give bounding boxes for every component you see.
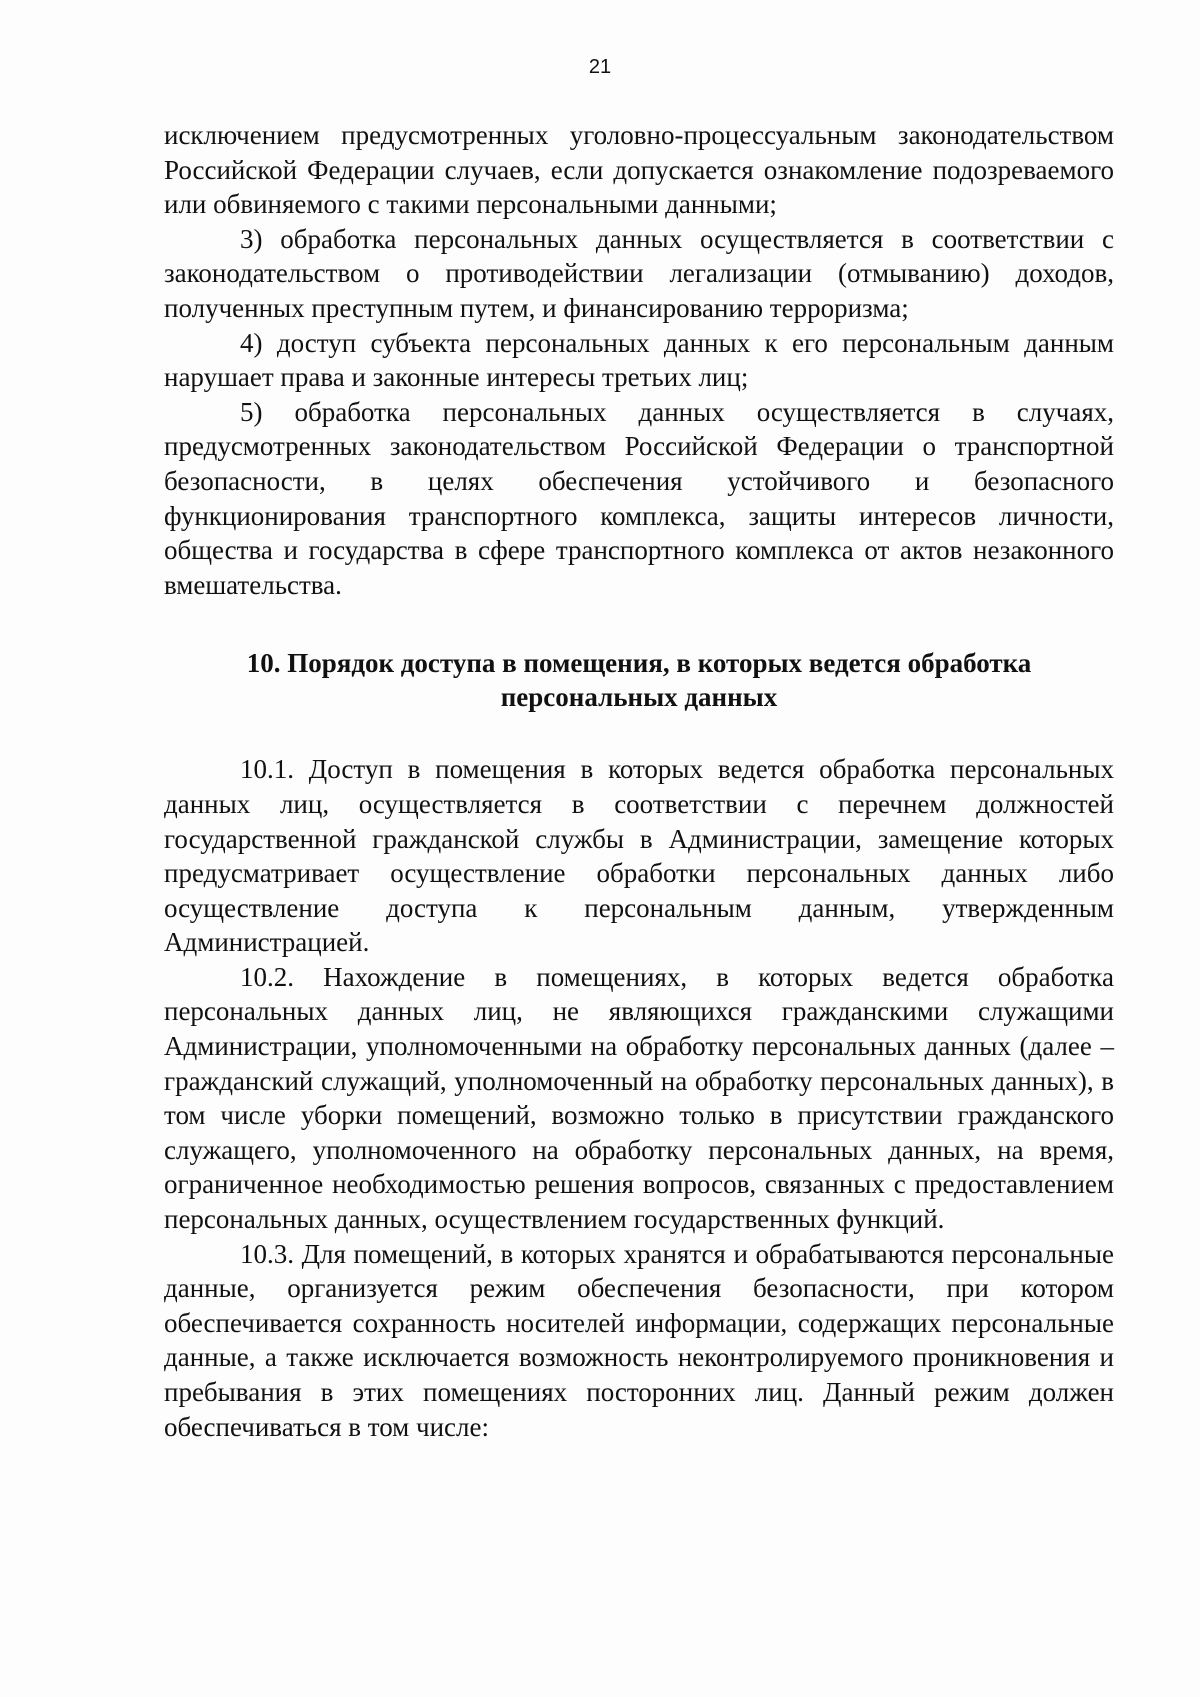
page-number: 21 (588, 56, 612, 78)
paragraph-10-2: 10.2. Нахождение в помещениях, в которых ведется обработка персональных данных лиц, не являющихся гражданскими служащими Администрации, уполномоченными на обработку персональных данных (далее – гражданский служащий, уполномоченный на обработку персональных данных), в том числе уборки помещений, возможно только в присутствии гражданского служащего, уполномоченного на обработку персональных данных, на время, ограниченное необходимостью решения вопросов, связанных с предоставлением персональных данных, осуществлением государственных функций. (164, 961, 1114, 1235)
section-heading: 10. Порядок доступа в помещения, в которых ведется обработка персональных данных (246, 648, 1032, 713)
document-body (164, 118, 1114, 1444)
paragraph-10-1: 10.1. Доступ в помещения в которых ведется обработка персональных данных лиц, осуществляется в соответствии с перечнем должностей государственной гражданской службы в Администрации, замещение которых предусматривает осуществление обработки персональных данных либо осуществление доступа к персональным данным, утвержденным Администрацией. (164, 754, 1114, 958)
paragraph-10-3: 10.3. Для помещений, в которых хранятся и обрабатываются персональные данные, организуется режим обеспечения безопасности, при котором обеспечивается сохранность носителей информации, содержащих персональные данные, а также исключается возможность неконтролируемого проникновения и пребывания в этих помещениях посторонних лиц. Данный режим должен обеспечиваться в том числе: (164, 1238, 1114, 1442)
paragraph-item-3: 3) обработка персональных данных осуществляется в соответствии с законодательством о противодействии легализации (отмыванию) доходов, полученных преступным путем, и финансированию терроризма; (164, 223, 1114, 323)
paragraph-item-4: 4) доступ субъекта персональных данных к его персональным данным нарушает права и законные интересы третьих лиц; (164, 327, 1114, 393)
paragraph-continuation: исключением предусмотренных уголовно-процессуальным законодательством Российской Федерации случаев, если допускается ознакомление подозреваемого или обвиняемого с такими персональными данными; (164, 120, 1114, 220)
paragraph-item-5: 5) обработка персональных данных осуществляется в случаях, предусмотренных законодательством Российской Федерации о транспортной безопасности, в целях обеспечения устойчивого и безопасного функционирования транспортного комплекса, защиты интересов личности, общества и государства в сфере транспортного комплекса от актов незаконного вмешательства. (164, 396, 1114, 600)
